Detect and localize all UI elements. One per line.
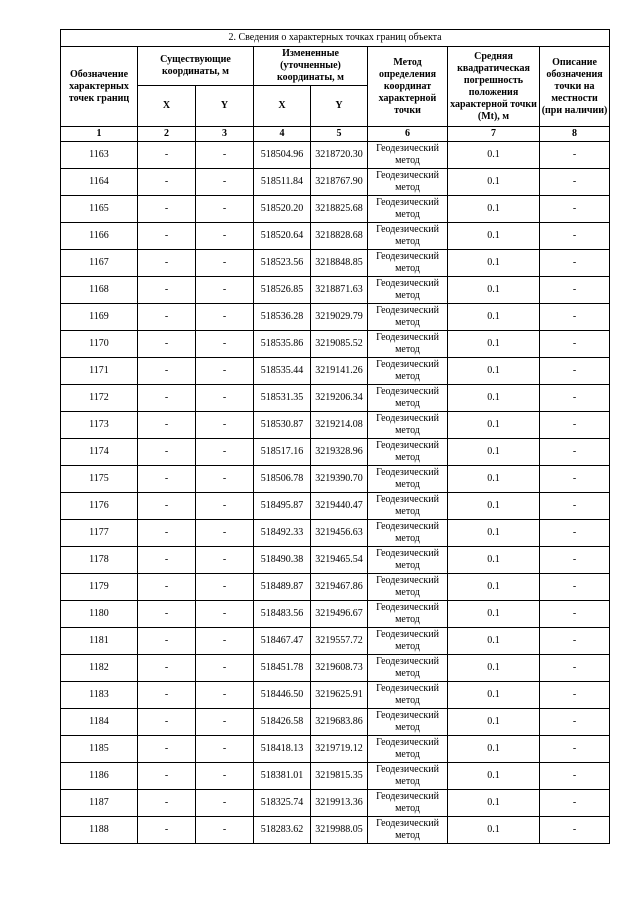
- changed-y-cell: 3218828.68: [311, 223, 368, 250]
- accuracy-cell: 0.1: [448, 682, 540, 709]
- point-designation-cell: 1170: [61, 331, 138, 358]
- point-designation-cell: 1181: [61, 628, 138, 655]
- column-number: 8: [540, 127, 610, 142]
- changed-x-cell: 518517.16: [254, 439, 311, 466]
- description-cell: -: [540, 520, 610, 547]
- header-changed-y: Y: [311, 86, 368, 127]
- changed-y-cell: 3219683.86: [311, 709, 368, 736]
- point-designation-cell: 1177: [61, 520, 138, 547]
- existing-y-cell: -: [196, 358, 254, 385]
- accuracy-cell: 0.1: [448, 709, 540, 736]
- point-designation-cell: 1173: [61, 412, 138, 439]
- existing-y-cell: -: [196, 277, 254, 304]
- changed-x-cell: 518381.01: [254, 763, 311, 790]
- existing-x-cell: -: [138, 547, 196, 574]
- point-designation-cell: 1166: [61, 223, 138, 250]
- method-cell: Геодезический метод: [368, 250, 448, 277]
- table-row: [61, 628, 610, 655]
- existing-y-cell: -: [196, 655, 254, 682]
- method-cell: Геодезический метод: [368, 817, 448, 844]
- accuracy-cell: 0.1: [448, 817, 540, 844]
- point-designation-cell: 1176: [61, 493, 138, 520]
- boundary-points-table: [60, 29, 610, 844]
- changed-x-cell: 518467.47: [254, 628, 311, 655]
- existing-x-cell: -: [138, 520, 196, 547]
- accuracy-cell: 0.1: [448, 223, 540, 250]
- accuracy-cell: 0.1: [448, 574, 540, 601]
- table-row: [61, 196, 610, 223]
- table-row: [61, 277, 610, 304]
- changed-y-cell: 3218871.63: [311, 277, 368, 304]
- existing-x-cell: -: [138, 385, 196, 412]
- description-cell: -: [540, 223, 610, 250]
- changed-y-cell: 3219608.73: [311, 655, 368, 682]
- existing-x-cell: -: [138, 142, 196, 169]
- description-cell: -: [540, 142, 610, 169]
- changed-y-cell: 3219085.52: [311, 331, 368, 358]
- description-cell: -: [540, 439, 610, 466]
- accuracy-cell: 0.1: [448, 763, 540, 790]
- accuracy-cell: 0.1: [448, 493, 540, 520]
- table-row: [61, 466, 610, 493]
- changed-y-cell: 3219328.96: [311, 439, 368, 466]
- column-number: 1: [61, 127, 138, 142]
- existing-y-cell: -: [196, 628, 254, 655]
- existing-x-cell: -: [138, 250, 196, 277]
- existing-x-cell: -: [138, 358, 196, 385]
- accuracy-cell: 0.1: [448, 169, 540, 196]
- point-designation-cell: 1186: [61, 763, 138, 790]
- description-cell: -: [540, 628, 610, 655]
- table-row: [61, 520, 610, 547]
- description-cell: -: [540, 466, 610, 493]
- description-cell: -: [540, 304, 610, 331]
- changed-x-cell: 518283.62: [254, 817, 311, 844]
- point-designation-cell: 1171: [61, 358, 138, 385]
- point-designation-cell: 1184: [61, 709, 138, 736]
- description-cell: -: [540, 331, 610, 358]
- changed-y-cell: 3218848.85: [311, 250, 368, 277]
- changed-x-cell: 518511.84: [254, 169, 311, 196]
- changed-x-cell: 518535.86: [254, 331, 311, 358]
- method-cell: Геодезический метод: [368, 547, 448, 574]
- changed-x-cell: 518531.35: [254, 385, 311, 412]
- point-designation-cell: 1175: [61, 466, 138, 493]
- column-number: 4: [254, 127, 311, 142]
- header-existing-x: X: [138, 86, 196, 127]
- point-designation-cell: 1180: [61, 601, 138, 628]
- table-row: [61, 250, 610, 277]
- header-description: Описание обозначения точки на местности (при наличии): [540, 47, 610, 127]
- method-cell: Геодезический метод: [368, 520, 448, 547]
- column-number: 6: [368, 127, 448, 142]
- existing-x-cell: -: [138, 574, 196, 601]
- accuracy-cell: 0.1: [448, 196, 540, 223]
- existing-y-cell: -: [196, 250, 254, 277]
- changed-x-cell: 518418.13: [254, 736, 311, 763]
- point-designation-cell: 1182: [61, 655, 138, 682]
- existing-x-cell: -: [138, 412, 196, 439]
- description-cell: -: [540, 709, 610, 736]
- changed-y-cell: 3218825.68: [311, 196, 368, 223]
- changed-y-cell: 3219557.72: [311, 628, 368, 655]
- changed-x-cell: 518504.96: [254, 142, 311, 169]
- changed-x-cell: 518490.38: [254, 547, 311, 574]
- existing-x-cell: -: [138, 169, 196, 196]
- description-cell: -: [540, 601, 610, 628]
- changed-y-cell: 3219141.26: [311, 358, 368, 385]
- point-designation-cell: 1188: [61, 817, 138, 844]
- description-cell: -: [540, 547, 610, 574]
- accuracy-cell: 0.1: [448, 412, 540, 439]
- method-cell: Геодезический метод: [368, 358, 448, 385]
- accuracy-cell: 0.1: [448, 547, 540, 574]
- point-designation-cell: 1165: [61, 196, 138, 223]
- accuracy-cell: 0.1: [448, 736, 540, 763]
- changed-y-cell: 3218767.90: [311, 169, 368, 196]
- changed-x-cell: 518489.87: [254, 574, 311, 601]
- method-cell: Геодезический метод: [368, 682, 448, 709]
- changed-x-cell: 518325.74: [254, 790, 311, 817]
- header-method: Метод определения координат характерной точки: [368, 47, 448, 127]
- accuracy-cell: 0.1: [448, 277, 540, 304]
- existing-y-cell: -: [196, 520, 254, 547]
- existing-y-cell: -: [196, 574, 254, 601]
- existing-y-cell: -: [196, 790, 254, 817]
- existing-x-cell: -: [138, 763, 196, 790]
- existing-y-cell: -: [196, 196, 254, 223]
- existing-y-cell: -: [196, 817, 254, 844]
- existing-x-cell: -: [138, 817, 196, 844]
- changed-y-cell: 3219988.05: [311, 817, 368, 844]
- table-row: [61, 601, 610, 628]
- existing-x-cell: -: [138, 439, 196, 466]
- accuracy-cell: 0.1: [448, 466, 540, 493]
- column-number: 2: [138, 127, 196, 142]
- existing-x-cell: -: [138, 790, 196, 817]
- point-designation-cell: 1185: [61, 736, 138, 763]
- changed-x-cell: 518426.58: [254, 709, 311, 736]
- table-row: [61, 169, 610, 196]
- changed-y-cell: 3219214.08: [311, 412, 368, 439]
- changed-y-cell: 3219913.36: [311, 790, 368, 817]
- method-cell: Геодезический метод: [368, 655, 448, 682]
- existing-y-cell: -: [196, 304, 254, 331]
- method-cell: Геодезический метод: [368, 439, 448, 466]
- point-designation-cell: 1174: [61, 439, 138, 466]
- changed-x-cell: 518523.56: [254, 250, 311, 277]
- existing-x-cell: -: [138, 736, 196, 763]
- accuracy-cell: 0.1: [448, 331, 540, 358]
- method-cell: Геодезический метод: [368, 763, 448, 790]
- changed-x-cell: 518495.87: [254, 493, 311, 520]
- point-designation-cell: 1164: [61, 169, 138, 196]
- changed-y-cell: 3219625.91: [311, 682, 368, 709]
- method-cell: Геодезический метод: [368, 601, 448, 628]
- table-row: [61, 223, 610, 250]
- changed-y-cell: 3219029.79: [311, 304, 368, 331]
- method-cell: Геодезический метод: [368, 385, 448, 412]
- existing-x-cell: -: [138, 223, 196, 250]
- changed-x-cell: 518520.20: [254, 196, 311, 223]
- method-cell: Геодезический метод: [368, 277, 448, 304]
- accuracy-cell: 0.1: [448, 439, 540, 466]
- point-designation-cell: 1179: [61, 574, 138, 601]
- table-row: [61, 439, 610, 466]
- header-point-designation: Обозначение характерных точек границ: [61, 47, 138, 127]
- method-cell: Геодезический метод: [368, 169, 448, 196]
- accuracy-cell: 0.1: [448, 655, 540, 682]
- description-cell: -: [540, 682, 610, 709]
- accuracy-cell: 0.1: [448, 790, 540, 817]
- description-cell: -: [540, 385, 610, 412]
- description-cell: -: [540, 196, 610, 223]
- accuracy-cell: 0.1: [448, 304, 540, 331]
- existing-x-cell: -: [138, 493, 196, 520]
- existing-x-cell: -: [138, 466, 196, 493]
- changed-y-cell: 3218720.30: [311, 142, 368, 169]
- table-row: [61, 358, 610, 385]
- existing-y-cell: -: [196, 169, 254, 196]
- column-number: 5: [311, 127, 368, 142]
- accuracy-cell: 0.1: [448, 385, 540, 412]
- existing-x-cell: -: [138, 655, 196, 682]
- point-designation-cell: 1172: [61, 385, 138, 412]
- existing-x-cell: -: [138, 331, 196, 358]
- method-cell: Геодезический метод: [368, 304, 448, 331]
- description-cell: -: [540, 763, 610, 790]
- column-number: 7: [448, 127, 540, 142]
- existing-y-cell: -: [196, 439, 254, 466]
- table-row: [61, 331, 610, 358]
- changed-x-cell: 518535.44: [254, 358, 311, 385]
- accuracy-cell: 0.1: [448, 628, 540, 655]
- accuracy-cell: 0.1: [448, 142, 540, 169]
- changed-y-cell: 3219440.47: [311, 493, 368, 520]
- existing-y-cell: -: [196, 709, 254, 736]
- existing-y-cell: -: [196, 466, 254, 493]
- changed-x-cell: 518506.78: [254, 466, 311, 493]
- table-row: [61, 709, 610, 736]
- description-cell: -: [540, 250, 610, 277]
- table-row: [61, 385, 610, 412]
- point-designation-cell: 1168: [61, 277, 138, 304]
- existing-y-cell: -: [196, 142, 254, 169]
- point-designation-cell: 1183: [61, 682, 138, 709]
- table-row: [61, 142, 610, 169]
- changed-x-cell: 518483.56: [254, 601, 311, 628]
- method-cell: Геодезический метод: [368, 736, 448, 763]
- header-existing-y: Y: [196, 86, 254, 127]
- existing-y-cell: -: [196, 736, 254, 763]
- existing-y-cell: -: [196, 223, 254, 250]
- existing-y-cell: -: [196, 763, 254, 790]
- description-cell: -: [540, 736, 610, 763]
- method-cell: Геодезический метод: [368, 628, 448, 655]
- description-cell: -: [540, 169, 610, 196]
- existing-y-cell: -: [196, 547, 254, 574]
- changed-y-cell: 3219719.12: [311, 736, 368, 763]
- point-designation-cell: 1187: [61, 790, 138, 817]
- method-cell: Геодезический метод: [368, 493, 448, 520]
- existing-y-cell: -: [196, 385, 254, 412]
- changed-y-cell: 3219465.54: [311, 547, 368, 574]
- point-designation-cell: 1178: [61, 547, 138, 574]
- existing-x-cell: -: [138, 628, 196, 655]
- table-row: [61, 547, 610, 574]
- description-cell: -: [540, 493, 610, 520]
- changed-x-cell: 518492.33: [254, 520, 311, 547]
- table-row: [61, 574, 610, 601]
- existing-x-cell: -: [138, 277, 196, 304]
- existing-y-cell: -: [196, 331, 254, 358]
- changed-y-cell: 3219390.70: [311, 466, 368, 493]
- column-numbers-row: [61, 127, 610, 142]
- changed-x-cell: 518536.28: [254, 304, 311, 331]
- table-row: [61, 763, 610, 790]
- accuracy-cell: 0.1: [448, 358, 540, 385]
- description-cell: -: [540, 412, 610, 439]
- header-changed-coordinates: Измененные (уточненные) координаты, м: [254, 47, 368, 86]
- changed-x-cell: 518526.85: [254, 277, 311, 304]
- method-cell: Геодезический метод: [368, 412, 448, 439]
- existing-x-cell: -: [138, 709, 196, 736]
- changed-x-cell: 518446.50: [254, 682, 311, 709]
- method-cell: Геодезический метод: [368, 574, 448, 601]
- description-cell: -: [540, 358, 610, 385]
- description-cell: -: [540, 655, 610, 682]
- section-title: 2. Сведения о характерных точках границ объекта: [61, 30, 610, 47]
- changed-y-cell: 3219467.86: [311, 574, 368, 601]
- existing-x-cell: -: [138, 196, 196, 223]
- table-row: [61, 412, 610, 439]
- table-row: [61, 304, 610, 331]
- header-accuracy: Средняя квадратическая погрешность положения характерной точки (Mt), м: [448, 47, 540, 127]
- point-designation-cell: 1169: [61, 304, 138, 331]
- accuracy-cell: 0.1: [448, 520, 540, 547]
- table-row: [61, 493, 610, 520]
- existing-y-cell: -: [196, 493, 254, 520]
- existing-y-cell: -: [196, 601, 254, 628]
- method-cell: Геодезический метод: [368, 466, 448, 493]
- table-row: [61, 736, 610, 763]
- table-row: [61, 655, 610, 682]
- point-designation-cell: 1167: [61, 250, 138, 277]
- method-cell: Геодезический метод: [368, 709, 448, 736]
- changed-x-cell: 518451.78: [254, 655, 311, 682]
- point-designation-cell: 1163: [61, 142, 138, 169]
- table-row: [61, 790, 610, 817]
- existing-y-cell: -: [196, 682, 254, 709]
- header-changed-x: X: [254, 86, 311, 127]
- changed-y-cell: 3219206.34: [311, 385, 368, 412]
- accuracy-cell: 0.1: [448, 601, 540, 628]
- changed-y-cell: 3219456.63: [311, 520, 368, 547]
- description-cell: -: [540, 277, 610, 304]
- method-cell: Геодезический метод: [368, 790, 448, 817]
- method-cell: Геодезический метод: [368, 142, 448, 169]
- changed-x-cell: 518530.87: [254, 412, 311, 439]
- description-cell: -: [540, 574, 610, 601]
- existing-x-cell: -: [138, 682, 196, 709]
- existing-x-cell: -: [138, 601, 196, 628]
- table-row: [61, 682, 610, 709]
- description-cell: -: [540, 817, 610, 844]
- method-cell: Геодезический метод: [368, 331, 448, 358]
- changed-x-cell: 518520.64: [254, 223, 311, 250]
- changed-y-cell: 3219815.35: [311, 763, 368, 790]
- header-existing-coordinates: Существующие координаты, м: [138, 47, 254, 86]
- description-cell: -: [540, 790, 610, 817]
- existing-x-cell: -: [138, 304, 196, 331]
- changed-y-cell: 3219496.67: [311, 601, 368, 628]
- existing-y-cell: -: [196, 412, 254, 439]
- accuracy-cell: 0.1: [448, 250, 540, 277]
- table-row: [61, 817, 610, 844]
- method-cell: Геодезический метод: [368, 223, 448, 250]
- column-number: 3: [196, 127, 254, 142]
- method-cell: Геодезический метод: [368, 196, 448, 223]
